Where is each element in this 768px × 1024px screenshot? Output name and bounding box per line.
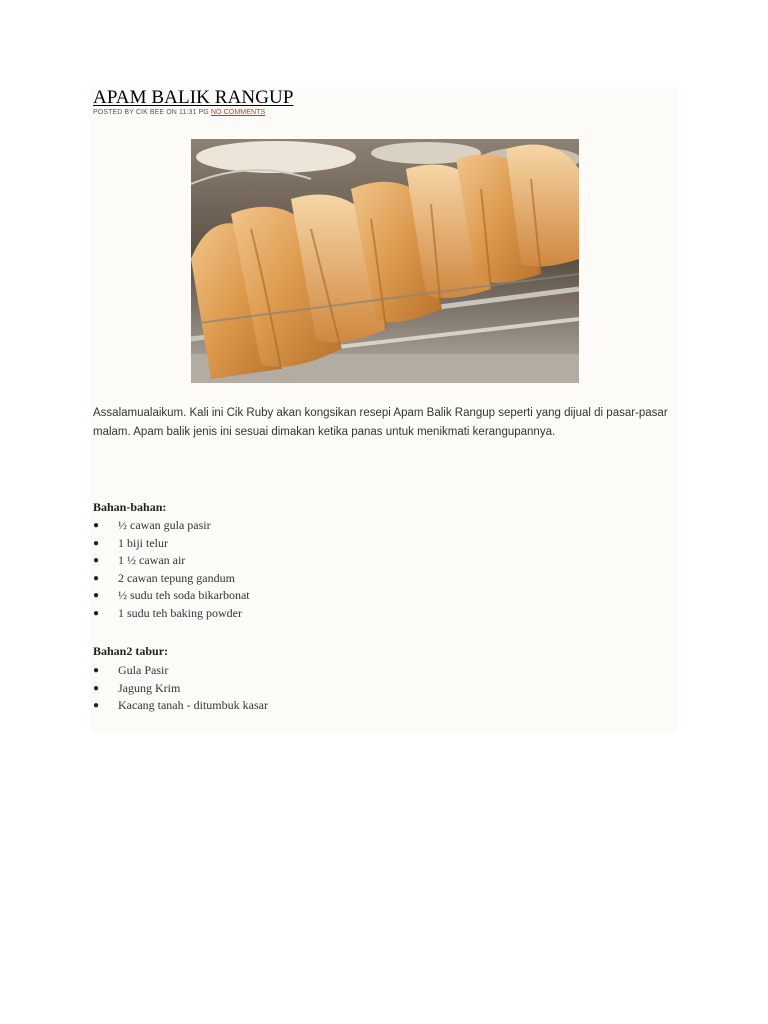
bullet-icon: ●	[93, 665, 100, 676]
apam-balik-illustration	[191, 139, 579, 383]
list-item: ● ½ cawan gula pasir	[93, 517, 250, 535]
blog-post	[90, 87, 677, 733]
toppings-list	[93, 662, 268, 715]
post-meta	[93, 109, 265, 116]
post-intro: Assalamualaikum. Kali ini Cik Ruby akan kongsikan resepi Apam Balik Rangup seperti yang dijual di pasar-pasar malam. Apam balik jenis ini sesuai dimakan ketika panas untuk menikmati kerangupannya.	[93, 407, 668, 438]
bullet-icon: ●	[93, 590, 100, 602]
bullet-icon: ●	[93, 572, 100, 584]
ingredients-list	[93, 517, 250, 623]
list-item: ● ½ sudu teh soda bikarbonat	[93, 587, 250, 605]
ingredients-heading: Bahan-bahan:	[93, 500, 167, 514]
bullet-icon: ●	[93, 537, 100, 549]
list-item: ● 1 sudu teh baking powder	[93, 605, 250, 623]
bullet-icon: ●	[93, 700, 100, 712]
list-item: ● 2 cawan tepung gandum	[93, 570, 250, 588]
post-title[interactable]: APAM BALIK RANGUP	[93, 87, 294, 108]
list-item: ● Jagung Krim	[93, 680, 268, 698]
no-comments-link[interactable]: NO COMMENTS	[210, 109, 266, 116]
list-item: ● Kacang tanah - ditumbuk kasar	[93, 697, 268, 715]
list-item: ● Gula Pasir	[93, 662, 268, 680]
apam-balik-photo	[191, 139, 579, 383]
bullet-icon: ●	[93, 607, 100, 619]
bullet-icon: ●	[93, 555, 100, 567]
list-item: ● 1 ½ cawan air	[93, 552, 250, 570]
list-item: ● 1 biji telur	[93, 535, 250, 553]
toppings-heading: Bahan2 tabur:	[93, 644, 169, 658]
post-meta-text: POSTED BY CIK BEE ON 11:31 PG	[93, 109, 211, 116]
bullet-icon: ●	[93, 682, 100, 694]
bullet-icon: ●	[93, 520, 100, 531]
